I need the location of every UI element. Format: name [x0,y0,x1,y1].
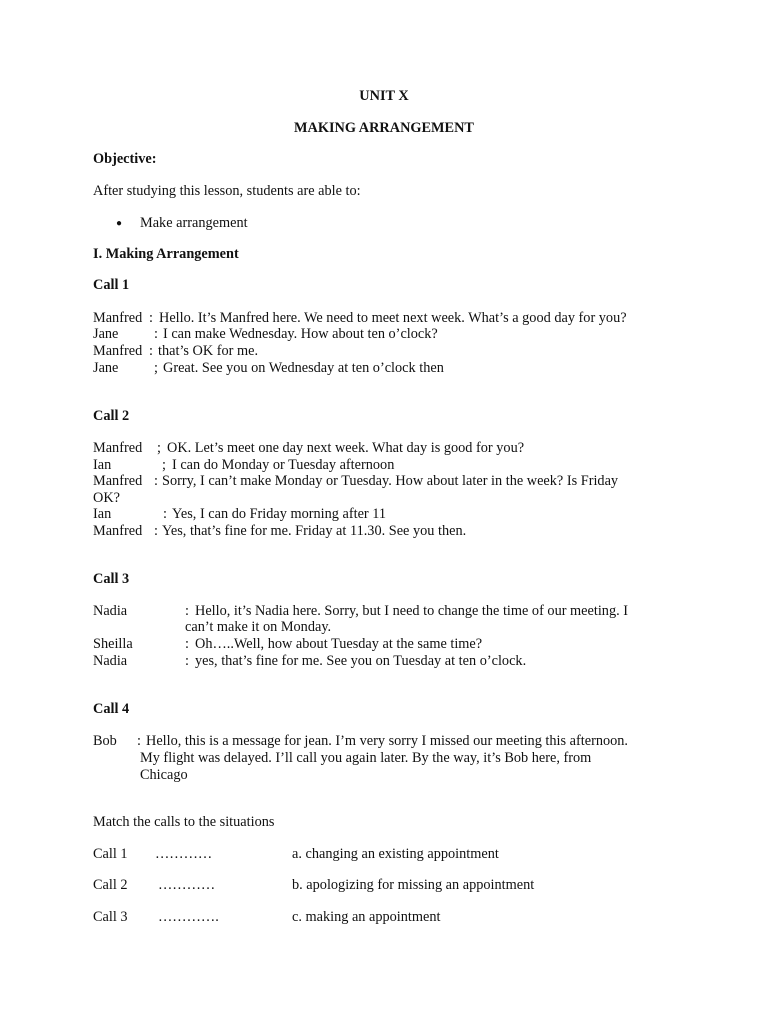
call4-heading: Call 4 [93,701,130,717]
call2-separator: ; [162,457,166,473]
call3-speaker: Nadia [93,603,128,619]
call3-line: yes, that’s fine for me. See you on Tuesday at ten o’clock. [195,653,527,669]
call2-line: Yes, that’s fine for me. Friday at 11.30. See you then. [162,523,467,539]
objective-heading: Objective: [93,151,157,167]
call1-speaker: Jane [93,326,119,342]
call2-line-continuation: OK? [93,490,120,506]
call2-separator: : [154,473,158,489]
call2-line: Yes, I can do Friday morning after 11 [172,506,387,522]
call3-speaker: Nadia [93,653,128,669]
call3-separator: : [185,653,189,669]
call1-separator: ; [154,360,158,376]
match-call-label: Call 1 [93,846,128,862]
answer-blank[interactable]: ………… [158,877,216,893]
call2-separator: ; [157,440,161,456]
situation-option: c. making an appointment [292,909,441,925]
lesson-title: MAKING ARRANGEMENT [294,120,474,136]
call1-speaker: Jane [93,360,119,376]
call3-line: Oh…..Well, how about Tuesday at the same time? [195,636,483,652]
call1-separator: : [154,326,158,342]
bullet-icon: ● [116,218,123,229]
call1-speaker: Manfred [93,343,143,359]
call1-speaker: Manfred [93,310,143,326]
call3-line: Hello, it’s Nadia here. Sorry, but I need to change the time of our meeting. I [195,603,629,619]
match-call-label: Call 2 [93,877,128,893]
call2-separator: : [163,506,167,522]
match-instruction: Match the calls to the situations [93,814,275,830]
section-heading: I. Making Arrangement [93,246,239,262]
call2-speaker: Manfred [93,473,143,489]
call4-line: Hello, this is a message for jean. I’m very sorry I missed our meeting this afternoon. [146,733,629,749]
call3-separator: : [185,636,189,652]
unit-title: UNIT X [359,88,409,104]
call4-line: My flight was delayed. I’ll call you again later. By the way, it’s Bob here, from [140,750,592,766]
call2-line: Sorry, I can’t make Monday or Tuesday. How about later in the week? Is Friday [162,473,619,489]
call1-separator: : [149,310,153,326]
call2-line: OK. Let’s meet one day next week. What day is good for you? [167,440,525,456]
call3-speaker: Sheilla [93,636,133,652]
call4-line: Chicago [140,767,188,783]
call2-line: I can do Monday or Tuesday afternoon [172,457,395,473]
objective-item: Make arrangement [140,215,248,231]
call1-line: I can make Wednesday. How about ten o’clock? [163,326,438,342]
call1-line: that’s OK for me. [158,343,259,359]
call2-speaker: Ian [93,506,112,522]
call2-heading: Call 2 [93,408,130,424]
call2-separator: : [154,523,158,539]
call4-speaker: Bob [93,733,117,749]
call4-separator: : [137,733,141,749]
call2-speaker: Manfred [93,523,143,539]
answer-blank[interactable]: …………. [158,909,219,925]
call2-speaker: Ian [93,457,112,473]
objective-intro: After studying this lesson, students are able to: [93,183,361,199]
call1-heading: Call 1 [93,277,130,293]
call1-line: Great. See you on Wednesday at ten o’clock then [163,360,444,376]
call3-heading: Call 3 [93,571,130,587]
call2-speaker: Manfred [93,440,143,456]
match-call-label: Call 3 [93,909,128,925]
call3-line-continuation: can’t make it on Monday. [185,619,332,635]
situation-option: a. changing an existing appointment [292,846,499,862]
call1-separator: : [149,343,153,359]
call1-line: Hello. It’s Manfred here. We need to meet next week. What’s a good day for you? [159,310,627,326]
situation-option: b. apologizing for missing an appointment [292,877,535,893]
call3-separator: : [185,603,189,619]
answer-blank[interactable]: ………… [155,846,213,862]
